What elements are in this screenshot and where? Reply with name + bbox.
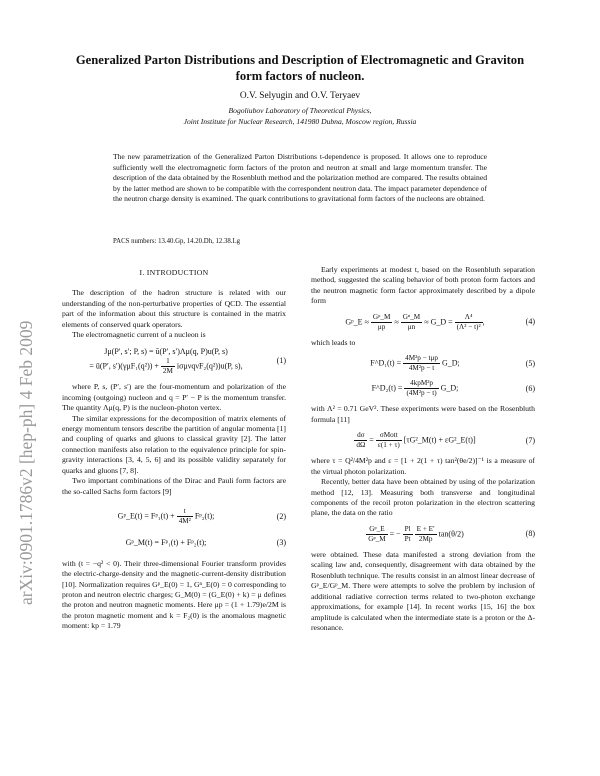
arxiv-stamp-text: arXiv:0901.1786v2 [hep-ph] 4 Feb 2009 (16, 320, 36, 605)
equation-number: (3) (276, 538, 286, 548)
paragraph: The description of the hadron structure is related with our understanding of the non-perturbative properties of QCD. The essential part of the information about this structure is contained in the matrix elements of conserved quark operators. (62, 288, 286, 329)
title-line-2: form factors of nucleon. (235, 69, 365, 83)
abstract: The new parametrization of the Generalized Parton Distributions t-dependence is proposed. It allows one to reproduce sufficiently well the electromagnetic form factors of the proton and neutron at small and large momentum transfer. The description of the data obtained by the Rosenbluth method and the polarization method are compared. The results obtained by the latter method are shown to be compatible with the correspondent neutron data. The impact parameter dependence of the neutron charge density is examined. The quark contributions to gravitational form factors of the nucleons are obtained. (113, 152, 487, 204)
paper-title (60, 52, 540, 84)
equation-line: = ū(P′, s′)(γμF₁(q²)) + $\frac{1}{2M}$ iσμνqνF₂(q²))u(P, s), (89, 357, 243, 376)
arxiv-stamp (6, 185, 44, 605)
paragraph: The electromagnetic current of a nucleon is (72, 330, 206, 340)
affiliation-line-1: Bogoliubov Laboratory of Theoretical Physics, (228, 106, 372, 115)
equation-7 (311, 431, 535, 450)
paragraph: Recently, better data have been obtained by using of the polarization method [12, 13]. Measuring both transverse and longitudinal components of the recoil proton polarization in the electron scattering plane, the data on the ratio (311, 477, 535, 518)
equation-line: Jμ(P′, s′; P, s) = ū(P′, s′)Λμ(q, P)u(P, s) (104, 346, 228, 356)
equation-line: F^D₂(t) = $\frac{\text{4kpM²p}}{\text{(4M²p − t)}}$ G_D; (371, 379, 459, 398)
equation-1 (62, 347, 286, 376)
equation-line: Gᵖ_M(t) = Fᵖ₁(t) + Fᵖ₂(t); (125, 538, 207, 548)
paragraph: were obtained. These data manifested a strong deviation from the scaling law and, consequently, disagreement with data obtained by the Rosenbluth technique. The results consist in an almost linear decrease of Gᵖ_E/Gᵖ_M. There were attempts to solve the problem by inclusion of additional radiative correction terms related to two-photon exchange approximations, for example [14]. In recent works [15, 16] the box amplitude is calculated when the intermediate state is a proton or the Δ-resonance. (311, 549, 535, 633)
equation-number: (8) (525, 529, 535, 539)
equation-2 (62, 507, 286, 526)
paragraph: which leads to (311, 337, 356, 347)
equation-6 (311, 379, 535, 398)
equation-number: (7) (525, 435, 535, 445)
equation-4 (311, 313, 535, 332)
equation-number: (6) (525, 383, 535, 393)
paragraph: where P, s, (P′, s′) are the four-momentum and polarization of the incoming (outgoing) nucleon and q = P′ − P is the momentum transfer. The quantity Λμ(q, P) is the nucleon-photon vertex. (62, 382, 286, 413)
equation-line: Gᵖ_E ≈ $\frac{\text{Gᵖ\_M}}{\mu p}$ ≈ $\frac{\text{Gⁿ\_M}}{\mu n}$ ≈ G_D = $\frac{\text{Λ⁴}}{\text{(Λ² − t)²}}$ , (345, 312, 485, 331)
paragraph: with (t = −q² < 0). Their three-dimensional Fourier transform provides the electric-charge-density and the magnetic-current-density distribution [10]. Normalization requires Gᵖ_E(0) = 1, Gⁿ_E(0) = 0 corresponding to proton and neutron electric charges; G_M(0) = (G_E(0) + k) = μ defines the proton and neutron magnetic moments. Here μp = (1 + 1.79)e/2M is the proton magnetic moment and k = F₂(0) is the anomalous magnetic moment: kp = 1.79 (62, 558, 286, 631)
equation-number: (5) (525, 358, 535, 368)
left-column (62, 268, 286, 632)
equation-3 (62, 538, 286, 548)
affiliation-line-2: Joint Institute for Nuclear Research, 141980 Dubna, Moscow region, Russia (183, 116, 417, 126)
title-line-1: Generalized Parton Distributions and Description of Electromagnetic and Graviton (75, 53, 525, 67)
paragraph: Two important combinations of the Dirac and Pauli form factors are the so-called Sachs form factors [9] (62, 476, 286, 496)
section-heading: I. INTRODUCTION (139, 268, 209, 277)
equation-5 (311, 354, 535, 373)
authors: O.V. Selyugin and O.V. Teryaev (239, 91, 361, 101)
equation-number: (4) (525, 317, 535, 327)
pacs-numbers: PACS numbers: 13.40.Gp, 14.20.Dh, 12.38.Lg (113, 238, 241, 245)
paragraph: with Λ² = 0.71 GeV². These experiments were based on the Rosenbluth formula [11] (311, 404, 535, 424)
equation-line: $\frac{\text{Gᵖ\_E}}{\text{Gᵖ\_M}}$ = − $\frac{Pl}{Pt}$ $\frac{E + E'}{2Mp}$ tan(θ/2) (368, 524, 464, 543)
right-column (311, 265, 535, 634)
equation-line: Gᵖ_E(t) = Fᵖ₁(t) + $\frac{t}{\text{4M²}}$ Fᵖ₂(t); (117, 507, 215, 526)
paragraph: Early experiments at modest t, based on the Rosenbluth separation method, suggested the scaling behavior of both proton form factors and the neutron magnetic form factor approximately described by a dipole form (311, 265, 535, 306)
affiliation (60, 106, 540, 127)
equation-8 (311, 525, 535, 544)
paragraph: The similar expressions for the decomposition of matrix elements of energy momentum tensors describe the partition of angular momenta [1] and coupling of quarks and gluons to classical gravity [2]. The latter connection manifests also relation to the equivalence principle for spin-gravity interactions [3, 4, 5, 6] and its possible validity separately for quarks and gluons [7, 8]. (62, 413, 286, 475)
equation-number: (1) (276, 356, 286, 366)
equation-number: (2) (276, 511, 286, 521)
paragraph: where τ = Q²/4M²p and ε = [1 + 2(1 + τ) tan²(θe/2)]⁻¹ is a measure of the virtual photon polarization. (311, 456, 535, 476)
equation-line: $\frac{d\sigma}{d\Omega}$ = $\frac{\text{σMott}}{\varepsilon(1 + \tau)}$ [τG²_M(t) + εG²_E(t)] (356, 431, 476, 450)
equation-line: F^D₁(t) = $\frac{\text{4M²p − tμp}}{\text{4M²p − t}}$ G_D; (370, 354, 460, 373)
